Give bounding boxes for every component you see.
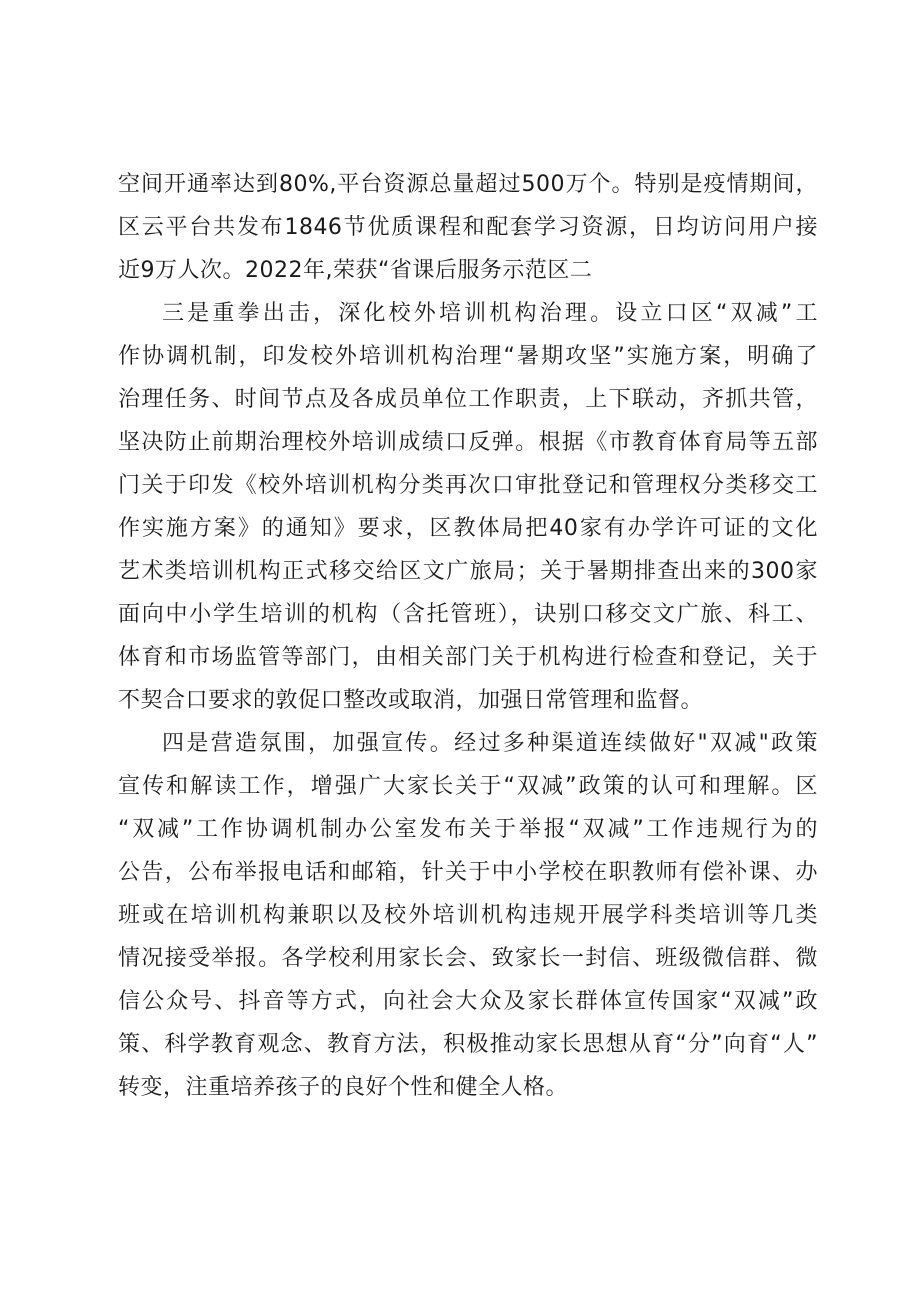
text-line: 信公众号、抖音等方式，向社会大众及家长群体宣传国家“双减”政 bbox=[118, 989, 818, 1014]
paragraph-platform-results bbox=[118, 163, 818, 292]
text-line: 策、科学教育观念、教育方法，积极推动家长思想从育“分”向育“人” bbox=[118, 1032, 818, 1057]
text-line: 作协调机制，印发校外培训机构治理“暑期攻坚”实施方案，明确了 bbox=[118, 344, 818, 369]
text-line: 近9万人次。2022年,荣获“省课后服务示范区二 bbox=[118, 258, 593, 283]
paragraph-publicity bbox=[118, 722, 818, 1109]
text-line: 转变，注重培养孩子的良好个性和健全人格。 bbox=[118, 1075, 569, 1100]
text-line: 班或在培训机构兼职以及校外培训机构违规开展学科类培训等几类 bbox=[118, 903, 818, 928]
text-line: 公告，公布举报电话和邮箱，针关于中小学校在职教师有偿补课、办 bbox=[118, 860, 818, 885]
text-line: “双减”工作协调机制办公室发布关于举报“双减”工作违规行为的 bbox=[118, 817, 818, 842]
text-line: 门关于印发《校外培训机构分类再次口审批登记和管理权分类移交工 bbox=[118, 473, 818, 498]
text-line: 三是重拳出击，深化校外培训机构治理。设立口区“双减”工 bbox=[162, 301, 818, 326]
text-line: 面向中小学生培训的机构（含托管班），诀别口移交文广旅、科工、 bbox=[118, 602, 818, 627]
paragraph-training-governance bbox=[118, 292, 818, 722]
text-line: 体育和市场监管等部门，由相关部门关于机构进行检查和登记，关于 bbox=[118, 645, 818, 670]
text-line: 艺术类培训机构正式移交给区文广旅局；关于暑期排查出来的300家 bbox=[118, 559, 818, 584]
text-line: 坚决防止前期治理校外培训成绩口反弹。根据《市教育体育局等五部 bbox=[118, 430, 818, 455]
text-line: 作实施方案》的通知》要求，区教体局把40家有办学许可证的文化 bbox=[118, 516, 818, 541]
document-body bbox=[118, 163, 818, 1109]
text-line: 四是营造氛围，加强宣传。经过多种渠道连续做好"双减"政策 bbox=[162, 731, 818, 756]
text-line: 治理任务、时间节点及各成员单位工作职责，上下联动，齐抓共管， bbox=[118, 387, 818, 412]
text-line: 空间开通率达到80%,平台资源总量超过500万个。特别是疫情期间， bbox=[118, 172, 818, 197]
text-line: 区云平台共发布1846节优质课程和配套学习资源，日均访问用户接 bbox=[118, 215, 818, 240]
text-line: 宣传和解读工作，增强广大家长关于“双减”政策的认可和理解。区 bbox=[118, 774, 818, 799]
text-line: 情况接受举报。各学校利用家长会、致家长一封信、班级微信群、微 bbox=[118, 946, 818, 971]
text-line: 不契合口要求的敦促口整改或取消，加强日常管理和监督。 bbox=[118, 688, 704, 713]
